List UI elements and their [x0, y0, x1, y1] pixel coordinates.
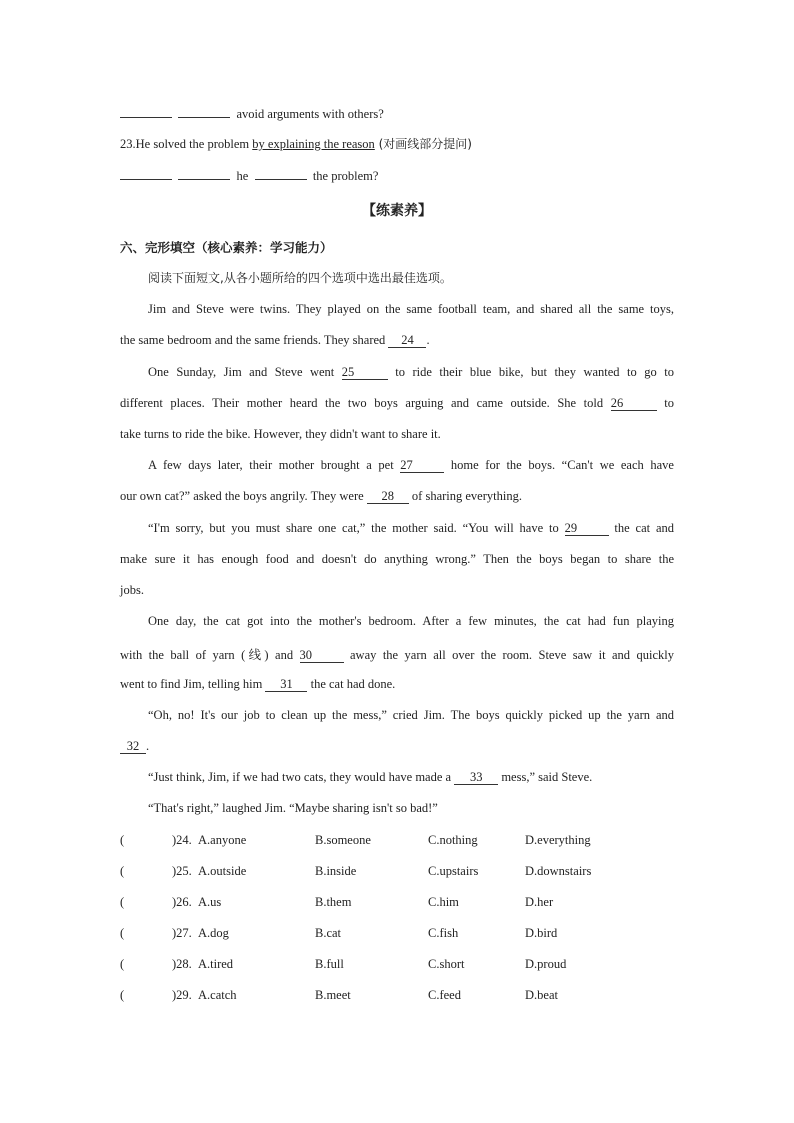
passage-line — [148, 521, 674, 536]
passage-text: away the yarn all over the room. Steve saw it and quickly — [343, 648, 674, 662]
blank-29[interactable]: 29 — [565, 522, 609, 536]
option-b[interactable]: B.meet — [315, 988, 351, 1002]
question-number: )28. — [172, 957, 192, 971]
answer-paren[interactable]: ( — [120, 988, 125, 1002]
question-number: )27. — [172, 926, 192, 940]
option-a[interactable]: A.dog — [198, 926, 229, 940]
passage-text: to — [656, 396, 674, 410]
passage-text: “I'm sorry, but you must share one cat,” the mother said. “You will have to — [148, 521, 565, 535]
word-he: he — [236, 169, 249, 183]
answer-paren[interactable]: ( — [120, 957, 125, 971]
answer-paren[interactable]: ( — [120, 833, 125, 847]
passage-line — [120, 333, 430, 348]
option-d[interactable]: D.proud — [525, 957, 567, 971]
passage-line — [120, 645, 674, 663]
passage-text: mess,” said Steve. — [498, 770, 593, 784]
option-a[interactable]: A.outside — [198, 864, 247, 878]
option-c[interactable]: C.short — [428, 957, 465, 971]
section-title: 【练素养】 — [362, 203, 432, 219]
passage-text: home for the boys. “Can't we each have — [444, 458, 674, 472]
option-b[interactable]: B.someone — [315, 833, 371, 847]
answer-blank[interactable] — [178, 105, 230, 118]
question-23-rest: the problem? — [312, 169, 379, 183]
answer-blank[interactable] — [120, 105, 172, 118]
blank-24[interactable]: 24 — [388, 334, 426, 348]
option-b[interactable]: B.cat — [315, 926, 342, 940]
question-number: )25. — [172, 864, 192, 878]
answer-paren[interactable]: ( — [120, 895, 125, 909]
passage-text: went to find Jim, telling him — [120, 677, 266, 691]
question-23-instruction: (对画线部分提问) — [374, 137, 472, 151]
option-c[interactable]: C.fish — [428, 926, 459, 940]
passage-line — [120, 739, 149, 754]
option-c[interactable]: C.feed — [428, 988, 461, 1002]
passage-line: “That's right,” laughed Jim. “Maybe sharing isn't so bad!” — [148, 801, 438, 815]
passage-line — [148, 365, 674, 380]
passage-text: to ride their blue bike, but they wanted to go to — [387, 365, 674, 379]
section-heading: 六、完形填空（核心素养：学习能力） — [120, 240, 333, 255]
passage-line: make sure it has enough food and doesn't do anything wrong.” Then the boys began to share the — [120, 552, 674, 566]
option-b[interactable]: B.inside — [315, 864, 357, 878]
passage-line: take turns to ride the bike. However, they didn't want to share it. — [120, 427, 441, 441]
option-d[interactable]: D.her — [525, 895, 554, 909]
question-number: )29. — [172, 988, 192, 1002]
answer-blank[interactable] — [178, 167, 230, 180]
option-c[interactable]: C.him — [428, 895, 459, 909]
passage-text: of sharing everything. — [408, 489, 522, 503]
passage-text: A few days later, their mother brought a pet — [148, 458, 401, 472]
section-instruction: 阅读下面短文,从各小题所给的四个选项中选出最佳选项。 — [148, 271, 452, 285]
passage-text: the same bedroom and the same friends. They shared — [120, 333, 389, 347]
passage-text: our own cat?” asked the boys angrily. They were — [120, 489, 367, 503]
passage-line: Jim and Steve were twins. They played on the same football team, and shared all the same toys, — [148, 302, 674, 316]
question-23-pre: 23.He solved the problem — [120, 137, 253, 151]
blank-27[interactable]: 27 — [400, 459, 444, 473]
blank-28[interactable]: 28 — [367, 490, 409, 504]
option-d[interactable]: D.downstairs — [525, 864, 592, 878]
option-a[interactable]: A.catch — [198, 988, 237, 1002]
option-d[interactable]: D.bird — [525, 926, 558, 940]
answer-paren[interactable]: ( — [120, 926, 125, 940]
passage-text: . — [426, 333, 430, 347]
answer-blank[interactable] — [255, 167, 307, 180]
option-b[interactable]: B.full — [315, 957, 344, 971]
passage-line: “Oh, no! It's our job to clean up the mess,” cried Jim. The boys quickly picked up the yarn and — [148, 708, 674, 722]
question-23 — [120, 135, 472, 152]
answer-blank[interactable] — [120, 167, 172, 180]
passage-text: different places. Their mother heard the two boys arguing and came outside. She told — [120, 396, 611, 410]
passage-text: One Sunday, Jim and Steve went — [148, 365, 342, 379]
blank-33[interactable]: 33 — [454, 771, 498, 785]
blank-30[interactable]: 30 — [300, 649, 344, 663]
passage-line — [120, 677, 395, 692]
passage-line — [120, 489, 522, 504]
passage-line: One day, the cat got into the mother's bedroom. After a few minutes, the cat had fun playing — [148, 614, 674, 628]
question-22-line — [120, 105, 384, 122]
question-23-answer-line — [120, 167, 378, 184]
option-d[interactable]: D.everything — [525, 833, 591, 847]
passage-line — [148, 770, 592, 785]
question-number: )24. — [172, 833, 192, 847]
option-a[interactable]: A.anyone — [198, 833, 247, 847]
question-22-text: avoid arguments with others? — [236, 107, 384, 121]
passage-text: with the ball of yarn (线) and — [120, 648, 300, 662]
option-a[interactable]: A.us — [198, 895, 222, 909]
passage-text: . — [146, 739, 150, 753]
blank-31[interactable]: 31 — [265, 678, 307, 692]
answer-paren[interactable]: ( — [120, 864, 125, 878]
blank-26[interactable]: 26 — [611, 397, 657, 411]
option-c[interactable]: C.nothing — [428, 833, 478, 847]
question-23-underlined: by explaining the reason — [252, 137, 375, 151]
option-c[interactable]: C.upstairs — [428, 864, 479, 878]
option-a[interactable]: A.tired — [198, 957, 234, 971]
passage-text: “Just think, Jim, if we had two cats, they would have made a — [148, 770, 455, 784]
passage-text: the cat had done. — [307, 677, 396, 691]
question-number: )26. — [172, 895, 192, 909]
blank-25[interactable]: 25 — [342, 366, 388, 380]
passage-line — [120, 396, 674, 411]
blank-32[interactable]: 32 — [120, 740, 146, 754]
passage-line — [148, 458, 674, 473]
passage-text: the cat and — [608, 521, 674, 535]
option-b[interactable]: B.them — [315, 895, 352, 909]
passage-line: jobs. — [120, 583, 144, 597]
option-d[interactable]: D.beat — [525, 988, 558, 1002]
